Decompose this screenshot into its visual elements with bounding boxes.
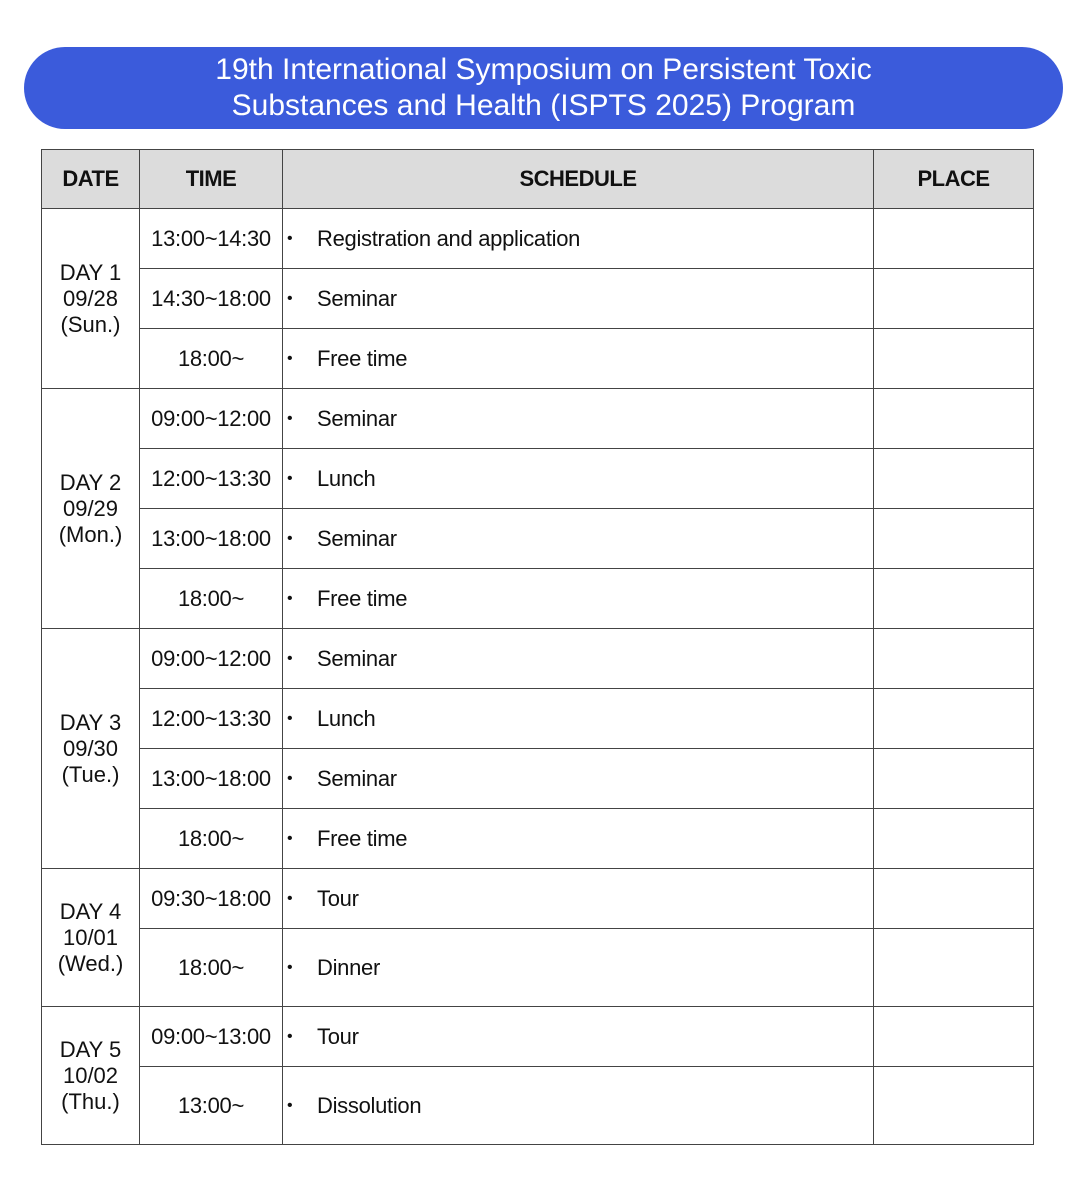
- place-cell: [874, 1007, 1034, 1067]
- schedule-cell: [283, 569, 874, 629]
- place-cell: [874, 689, 1034, 749]
- date-cell: [42, 209, 140, 389]
- place-cell: [874, 269, 1034, 329]
- time-cell: 13:00~14:30: [140, 209, 283, 269]
- schedule-text: Dinner: [317, 955, 381, 981]
- table-row: [42, 929, 1034, 1007]
- date-day: DAY 3: [59, 709, 122, 735]
- time-cell: 13:00~: [140, 1067, 283, 1145]
- time-cell: 18:00~: [140, 929, 283, 1007]
- date-weekday: (Thu.): [61, 1088, 120, 1114]
- date-day: DAY 1: [59, 259, 122, 285]
- place-cell: [874, 389, 1034, 449]
- schedule-text: Seminar: [317, 286, 397, 312]
- schedule-cell: [283, 209, 874, 269]
- time-cell: 18:00~: [140, 809, 283, 869]
- place-cell: [874, 749, 1034, 809]
- schedule-cell: [283, 749, 874, 809]
- bullet-icon: •: [287, 1028, 293, 1046]
- date-date: 09/28: [62, 285, 119, 311]
- schedule-text: Registration and application: [317, 226, 581, 252]
- schedule-cell: [283, 629, 874, 689]
- schedule-text: Free time: [317, 586, 408, 612]
- table-row: [42, 1007, 1034, 1067]
- bullet-icon: •: [287, 710, 293, 728]
- schedule-cell: [283, 269, 874, 329]
- schedule-cell: [283, 1067, 874, 1145]
- date-cell: [42, 869, 140, 1007]
- date-day: DAY 4: [59, 898, 122, 924]
- schedule-cell: [283, 389, 874, 449]
- schedule-text: Seminar: [317, 526, 397, 552]
- bullet-icon: •: [287, 830, 293, 848]
- place-cell: [874, 629, 1034, 689]
- time-cell: 09:00~13:00: [140, 1007, 283, 1067]
- table-row: [42, 1067, 1034, 1145]
- schedule-cell: [283, 329, 874, 389]
- place-cell: [874, 569, 1034, 629]
- schedule-cell: [283, 1007, 874, 1067]
- place-cell: [874, 809, 1034, 869]
- time-cell: 12:00~13:30: [140, 689, 283, 749]
- place-cell: [874, 209, 1034, 269]
- bullet-icon: •: [287, 230, 293, 248]
- bullet-icon: •: [287, 1097, 293, 1115]
- header-date: DATE: [42, 150, 140, 209]
- schedule-text: Tour: [317, 886, 359, 912]
- date-weekday: (Sun.): [60, 311, 121, 337]
- schedule-text: Lunch: [317, 466, 376, 492]
- program-title-line-2: Substances and Health (ISPTS 2025) Program: [231, 89, 856, 122]
- place-cell: [874, 509, 1034, 569]
- schedule-body: [42, 209, 1034, 1145]
- schedule-text: Seminar: [317, 766, 397, 792]
- bullet-icon: •: [287, 530, 293, 548]
- time-cell: 13:00~18:00: [140, 749, 283, 809]
- program-schedule-table: [41, 149, 1034, 1145]
- schedule-text: Free time: [317, 346, 408, 372]
- table-row: [42, 629, 1034, 689]
- bullet-icon: •: [287, 770, 293, 788]
- table-row: [42, 809, 1034, 869]
- date-cell: [42, 1007, 140, 1145]
- time-cell: 09:30~18:00: [140, 869, 283, 929]
- time-cell: 14:30~18:00: [140, 269, 283, 329]
- bullet-icon: •: [287, 290, 293, 308]
- table-row: [42, 269, 1034, 329]
- program-title-line-1: 19th International Symposium on Persistent Toxic: [215, 53, 872, 86]
- bullet-icon: •: [287, 650, 293, 668]
- header-schedule: SCHEDULE: [283, 150, 874, 209]
- schedule-cell: [283, 869, 874, 929]
- bullet-icon: •: [287, 890, 293, 908]
- place-cell: [874, 869, 1034, 929]
- schedule-text: Tour: [317, 1024, 359, 1050]
- bullet-icon: •: [287, 470, 293, 488]
- table-header-row: [42, 150, 1034, 209]
- date-date: 09/29: [62, 495, 119, 521]
- place-cell: [874, 449, 1034, 509]
- table-row: [42, 209, 1034, 269]
- date-date: 10/02: [62, 1062, 119, 1088]
- place-cell: [874, 929, 1034, 1007]
- date-weekday: (Wed.): [57, 950, 124, 976]
- header-time: TIME: [140, 150, 283, 209]
- date-day: DAY 5: [59, 1036, 122, 1062]
- table-row: [42, 749, 1034, 809]
- schedule-text: Seminar: [317, 646, 397, 672]
- bullet-icon: •: [287, 590, 293, 608]
- bullet-icon: •: [287, 350, 293, 368]
- table-row: [42, 689, 1034, 749]
- time-cell: 09:00~12:00: [140, 389, 283, 449]
- time-cell: 09:00~12:00: [140, 629, 283, 689]
- schedule-text: Lunch: [317, 706, 376, 732]
- date-weekday: (Tue.): [61, 761, 120, 787]
- table-row: [42, 569, 1034, 629]
- table-row: [42, 869, 1034, 929]
- place-cell: [874, 329, 1034, 389]
- schedule-cell: [283, 509, 874, 569]
- date-date: 09/30: [62, 735, 119, 761]
- table-row: [42, 509, 1034, 569]
- time-cell: 18:00~: [140, 329, 283, 389]
- date-date: 10/01: [62, 924, 119, 950]
- schedule-text: Dissolution: [317, 1093, 422, 1119]
- bullet-icon: •: [287, 959, 293, 977]
- date-cell: [42, 389, 140, 629]
- place-cell: [874, 1067, 1034, 1145]
- table-row: [42, 329, 1034, 389]
- schedule-cell: [283, 449, 874, 509]
- schedule-cell: [283, 689, 874, 749]
- schedule-cell: [283, 929, 874, 1007]
- time-cell: 18:00~: [140, 569, 283, 629]
- table-row: [42, 389, 1034, 449]
- bullet-icon: •: [287, 410, 293, 428]
- schedule-text: Seminar: [317, 406, 397, 432]
- program-title-banner: [24, 47, 1063, 129]
- date-weekday: (Mon.): [58, 521, 123, 547]
- schedule-cell: [283, 809, 874, 869]
- header-place: PLACE: [874, 150, 1034, 209]
- date-cell: [42, 629, 140, 869]
- schedule-text: Free time: [317, 826, 408, 852]
- time-cell: 12:00~13:30: [140, 449, 283, 509]
- time-cell: 13:00~18:00: [140, 509, 283, 569]
- table-row: [42, 449, 1034, 509]
- date-day: DAY 2: [59, 469, 122, 495]
